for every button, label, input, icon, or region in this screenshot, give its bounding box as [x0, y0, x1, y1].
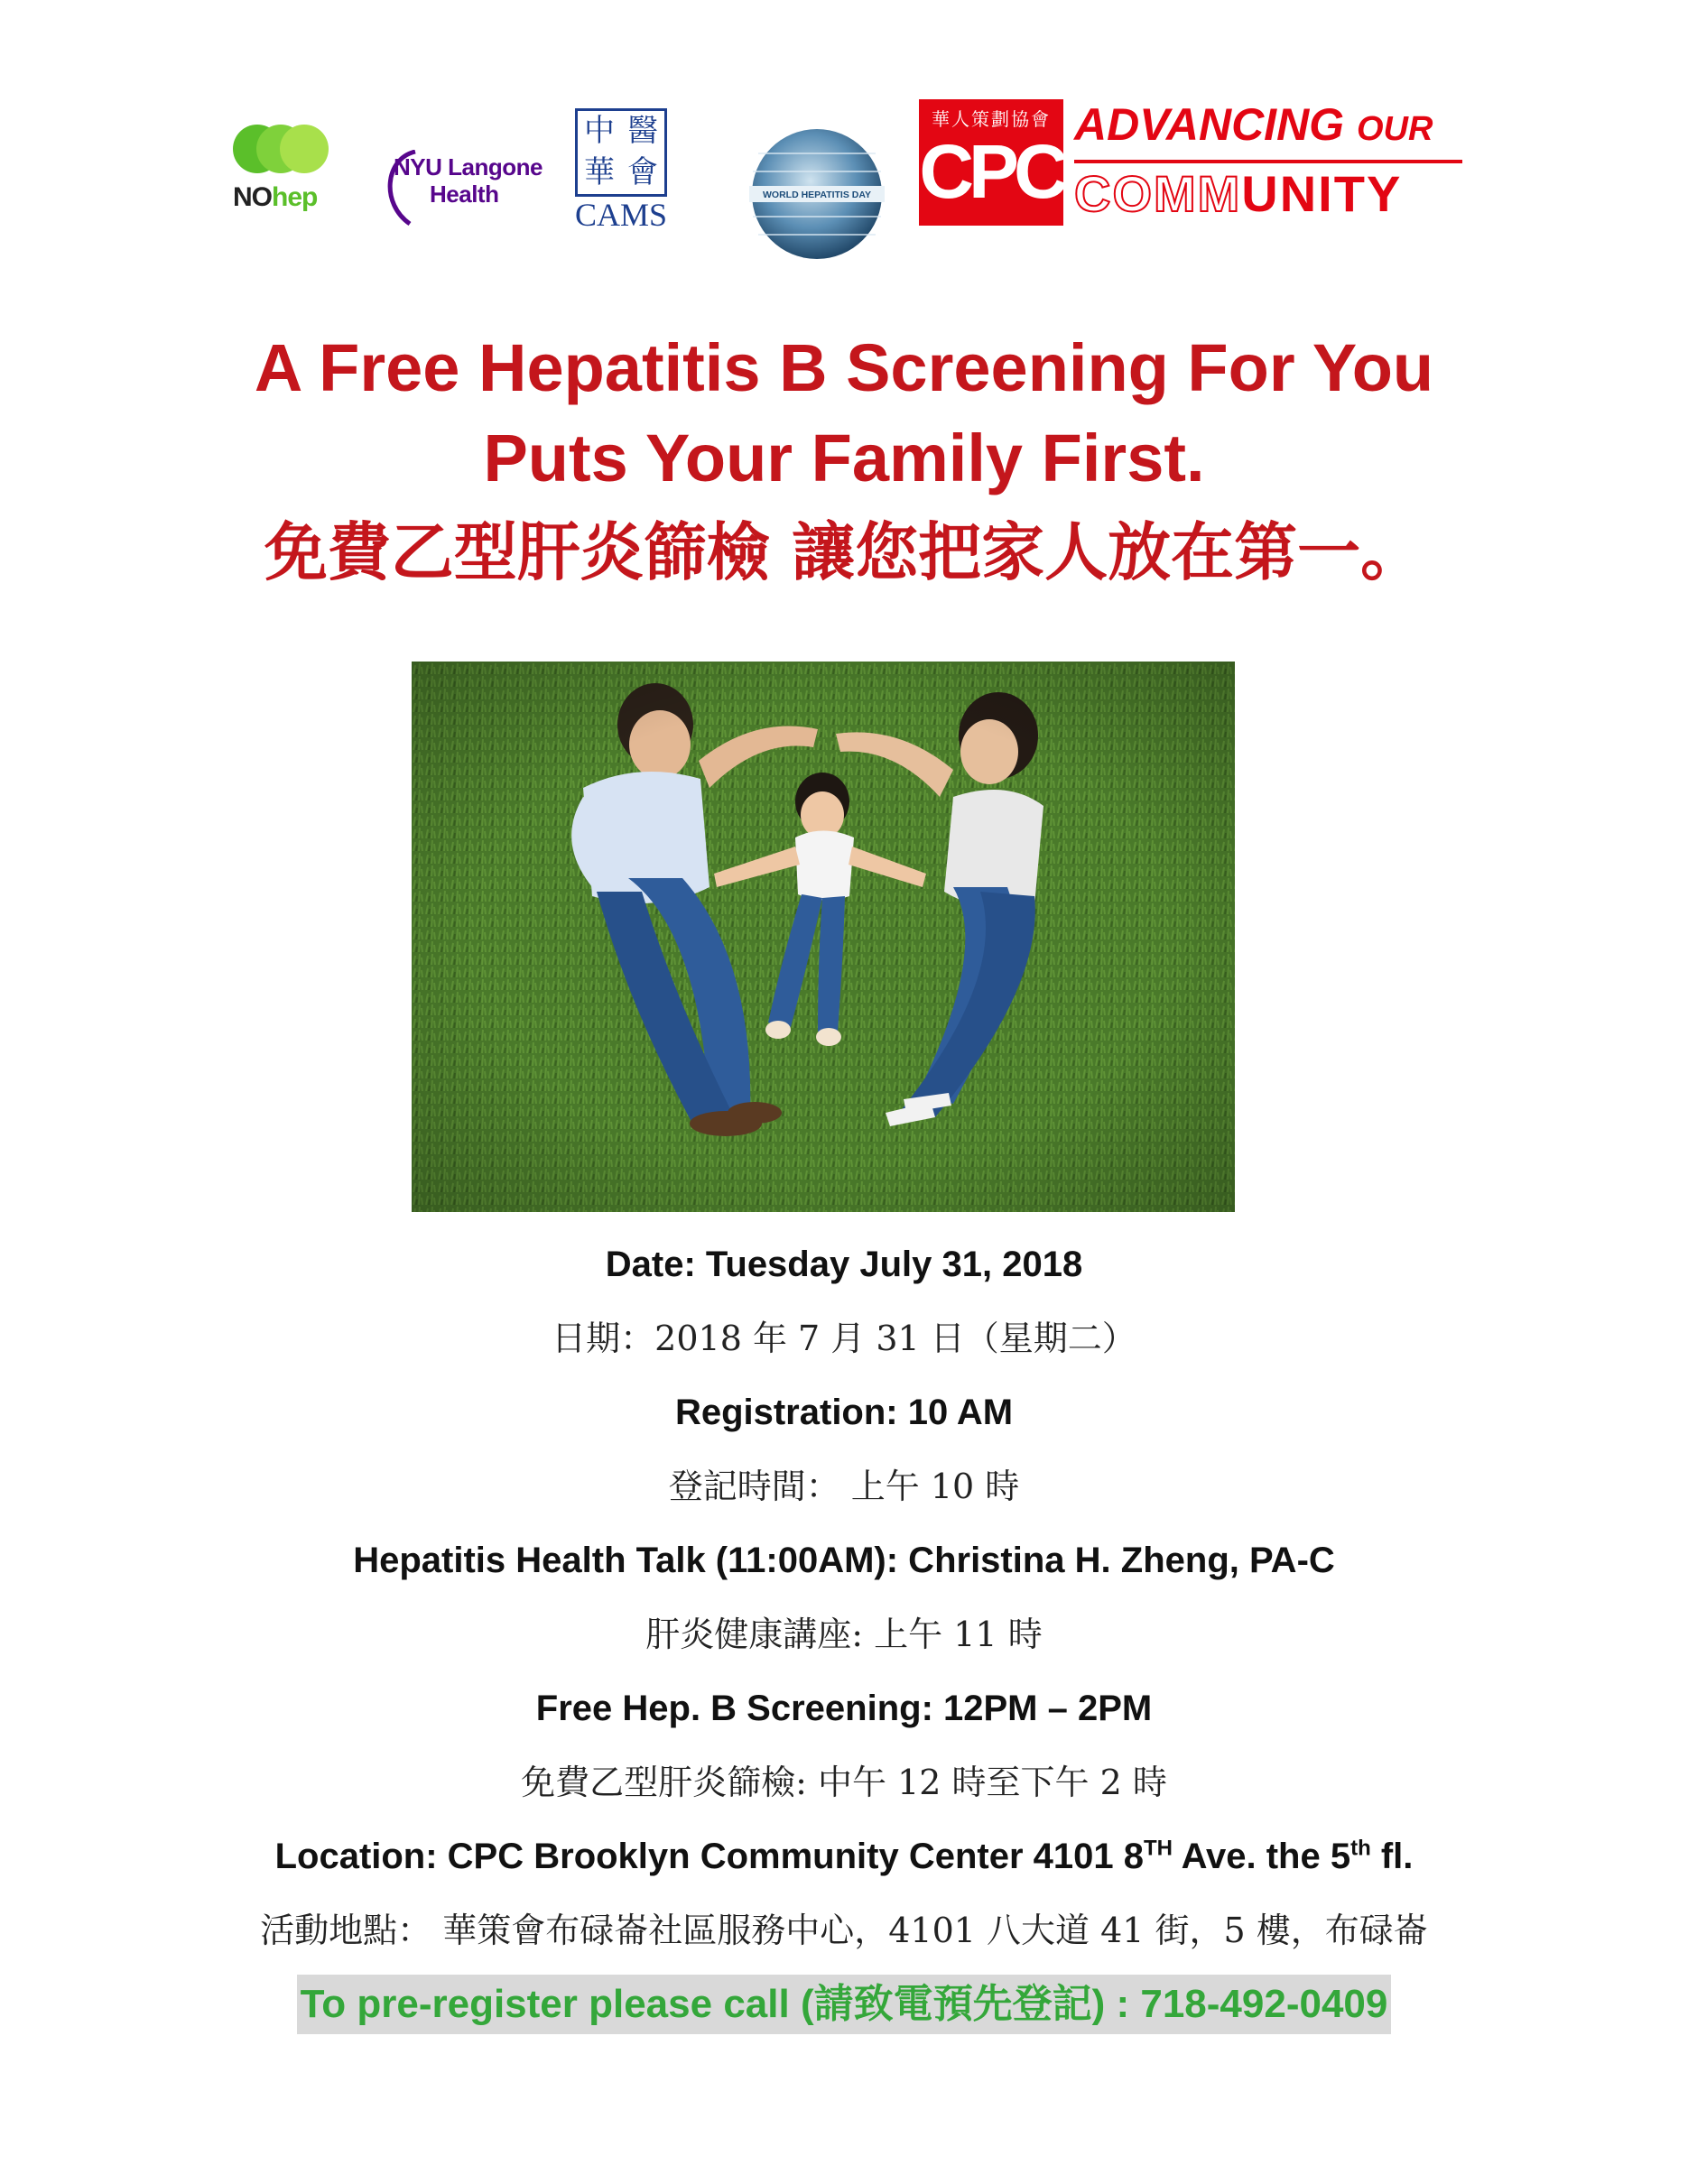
cams-seal-char: 會: [627, 154, 658, 190]
advancing-line: [1074, 99, 1462, 154]
location-chinese: 活動地點： 華策會布碌崙社區服務中心，4101 八大道 41 街，5 樓，布碌崙: [260, 1911, 1428, 1950]
nohep-no-text: NO: [233, 182, 272, 212]
nohep-wordmark: [233, 182, 350, 213]
location-sup-th-2: th: [1350, 1836, 1371, 1861]
cams-seal-char: 醫: [627, 113, 658, 149]
nyu-langone-logo: [379, 146, 551, 227]
date-chinese: 日期：2018 年 7 月 31 日（星期二）: [552, 1319, 1136, 1358]
screening-english: Free Hep. B Screening: 12PM – 2PM: [535, 1689, 1153, 1728]
cpc-letters: CPC: [919, 129, 1063, 214]
nohep-hep-text: hep: [272, 182, 318, 212]
headline-line1: A Free Hepatitis B Screening For You: [254, 330, 1434, 405]
family-heart-photo-icon: [412, 662, 1235, 1212]
cams-seal-char: 華: [584, 154, 615, 190]
advancing-word: ADVANCING: [1074, 99, 1345, 150]
nohep-logo: [233, 125, 350, 224]
location-text-c: fl.: [1370, 1837, 1414, 1876]
registration-chinese: 登記時間： 上午 10 時: [668, 1467, 1020, 1506]
date-english: Date: Tuesday July 31, 2018: [605, 1245, 1083, 1284]
event-details: [0, 1227, 1688, 1967]
cta-wrapper: [0, 1975, 1688, 2034]
family-photo: [412, 662, 1235, 1212]
community-solid-part: UNITY: [1241, 165, 1403, 222]
cams-seal-char: 中: [584, 113, 615, 149]
nohep-dots-icon: [233, 125, 350, 175]
community-line: [1074, 167, 1462, 221]
health-talk-english: Hepatitis Health Talk (11:00AM): Christina H. Zheng, PA-C: [353, 1541, 1335, 1580]
world-hepatitis-day-logo: [749, 126, 885, 262]
headline-chinese: 免費乙型肝炎篩檢 讓您把家人放在第一。: [264, 515, 1424, 589]
headline-line2: Puts Your Family First.: [483, 421, 1205, 495]
cams-seal-icon: [575, 108, 667, 197]
logo-bar: [0, 99, 1688, 271]
cams-logo: [571, 108, 671, 235]
health-talk-chinese: 肝炎健康講座: 上午 11 時: [645, 1615, 1043, 1654]
location-text-b: Ave. the 5: [1172, 1837, 1351, 1876]
cpc-chinese-name: 華人策劃協會: [932, 110, 1051, 130]
nyu-wordmark: [394, 153, 543, 208]
cams-wordmark: CAMS: [574, 197, 668, 233]
location-text-a: Location: CPC Brooklyn Community Center 4101 8: [274, 1837, 1144, 1876]
globe-icon: [749, 126, 885, 262]
location-sup-th: TH: [1143, 1836, 1173, 1861]
advancing-our-community-logo: [1074, 99, 1462, 226]
nyu-line1: NYU Langone: [394, 153, 543, 180]
registration-english: Registration: 10 AM: [674, 1393, 1014, 1432]
pre-register-call-to-action: To pre-register please call (請致電預先登記) : 718-492-0409: [297, 1975, 1392, 2034]
nyu-line2: Health: [430, 180, 499, 208]
headline: [0, 323, 1688, 597]
screening-chinese: 免費乙型肝炎篩檢: 中午 12 時至下午 2 時: [521, 1763, 1167, 1802]
cpc-logo: [919, 99, 1063, 226]
whd-label: WORLD HEPATITIS DAY: [763, 190, 871, 200]
community-outline-part: COMM: [1074, 165, 1242, 222]
our-word: OUR: [1356, 110, 1433, 148]
location-english: [0, 1819, 1688, 1893]
advancing-divider: [1074, 160, 1462, 163]
